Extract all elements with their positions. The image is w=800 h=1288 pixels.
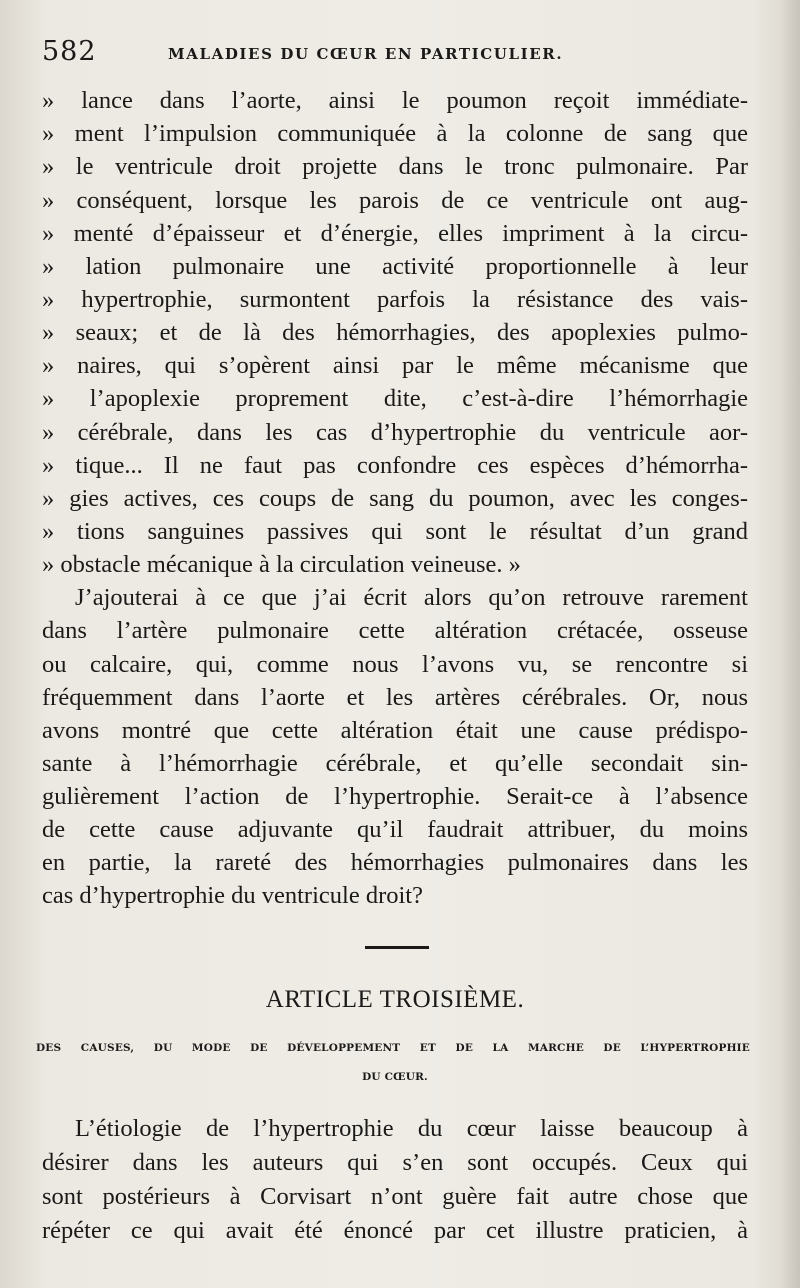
article-title: ARTICLE TROISIÈME.	[265, 986, 525, 1013]
page-spine-shadow	[780, 0, 800, 1288]
quote-line: » conséquent, lorsque les parois de ce ventricule ont aug-	[42, 187, 748, 214]
article-subtitle-line-1: DES CAUSES, DU MODE DE DÉVELOPPEMENT ET DE LA MARCHE DE L’HYPERTROPHIE	[36, 1042, 750, 1054]
quote-line: » lation pulmonaire une activité proportionnelle à leur	[42, 253, 748, 280]
quote-line: » seaux; et de là des hémorrhagies, des apoplexies pulmo-	[42, 319, 748, 346]
paragraph-line: gulièrement l’action de l’hypertrophie. Serait-ce à l’absence	[42, 783, 748, 810]
paragraph-line: avons montré que cette altération était une cause prédispo-	[42, 717, 748, 744]
paragraph-line: fréquemment dans l’aorte et les artères cérébrales. Or, nous	[42, 684, 748, 711]
quote-line: » le ventricule droit projette dans le tronc pulmonaire. Par	[42, 153, 748, 180]
running-title: MALADIES DU CŒUR EN PARTICULIER.	[168, 45, 564, 63]
final-paragraph-line: sont postérieurs à Corvisart n’ont guère fait autre chose que	[42, 1183, 748, 1210]
quote-line: » ment l’impulsion communiquée à la colonne de sang que	[42, 120, 748, 147]
running-head	[42, 36, 752, 76]
quote-line: » tions sanguines passives qui sont le résultat d’un grand	[42, 518, 748, 545]
quote-line: » gies actives, ces coups de sang du poumon, avec les conges-	[42, 485, 748, 512]
quote-line: » obstacle mécanique à la circulation veineuse. »	[42, 551, 521, 578]
paragraph-line: ou calcaire, qui, comme nous l’avons vu, se rencontre si	[42, 651, 748, 678]
quote-line: » cérébrale, dans les cas d’hypertrophie du ventricule aor-	[42, 419, 748, 446]
quote-line: » tique... Il ne faut pas confondre ces espèces d’hémorrha-	[42, 452, 748, 479]
final-paragraph-line: répéter ce qui avait été énoncé par cet illustre praticien, à	[42, 1217, 748, 1244]
article-subtitle-line-2: DU CŒUR.	[362, 1071, 428, 1083]
quote-line: » l’apoplexie proprement dite, c’est-à-dire l’hémorrhagie	[42, 385, 748, 412]
paragraph-line: cas d’hypertrophie du ventricule droit?	[42, 882, 423, 909]
quote-line: » hypertrophie, surmontent parfois la résistance des vais-	[42, 286, 748, 313]
paragraph-line: de cette cause adjuvante qu’il faudrait attribuer, du moins	[42, 816, 748, 843]
quote-line: » naires, qui s’opèrent ainsi par le même mécanisme que	[42, 352, 748, 379]
page-number: 582	[42, 36, 97, 67]
quote-line: » lance dans l’aorte, ainsi le poumon reçoit immédiate-	[42, 87, 748, 114]
final-paragraph-line: L’étiologie de l’hypertrophie du cœur laisse beaucoup à	[75, 1115, 748, 1142]
paragraph-line: sante à l’hémorrhagie cérébrale, et qu’elle secondait sin-	[42, 750, 748, 777]
paragraph-line: en partie, la rareté des hémorrhagies pulmonaires dans les	[42, 849, 748, 876]
paragraph-line: J’ajouterai à ce que j’ai écrit alors qu’on retrouve rarement	[75, 584, 748, 611]
quote-line: » menté d’épaisseur et d’énergie, elles impriment à la circu-	[42, 220, 748, 247]
paragraph-line: dans l’artère pulmonaire cette altération crétacée, osseuse	[42, 617, 748, 644]
section-divider	[365, 946, 429, 949]
final-paragraph-line: désirer dans les auteurs qui s’en sont occupés. Ceux qui	[42, 1149, 748, 1176]
